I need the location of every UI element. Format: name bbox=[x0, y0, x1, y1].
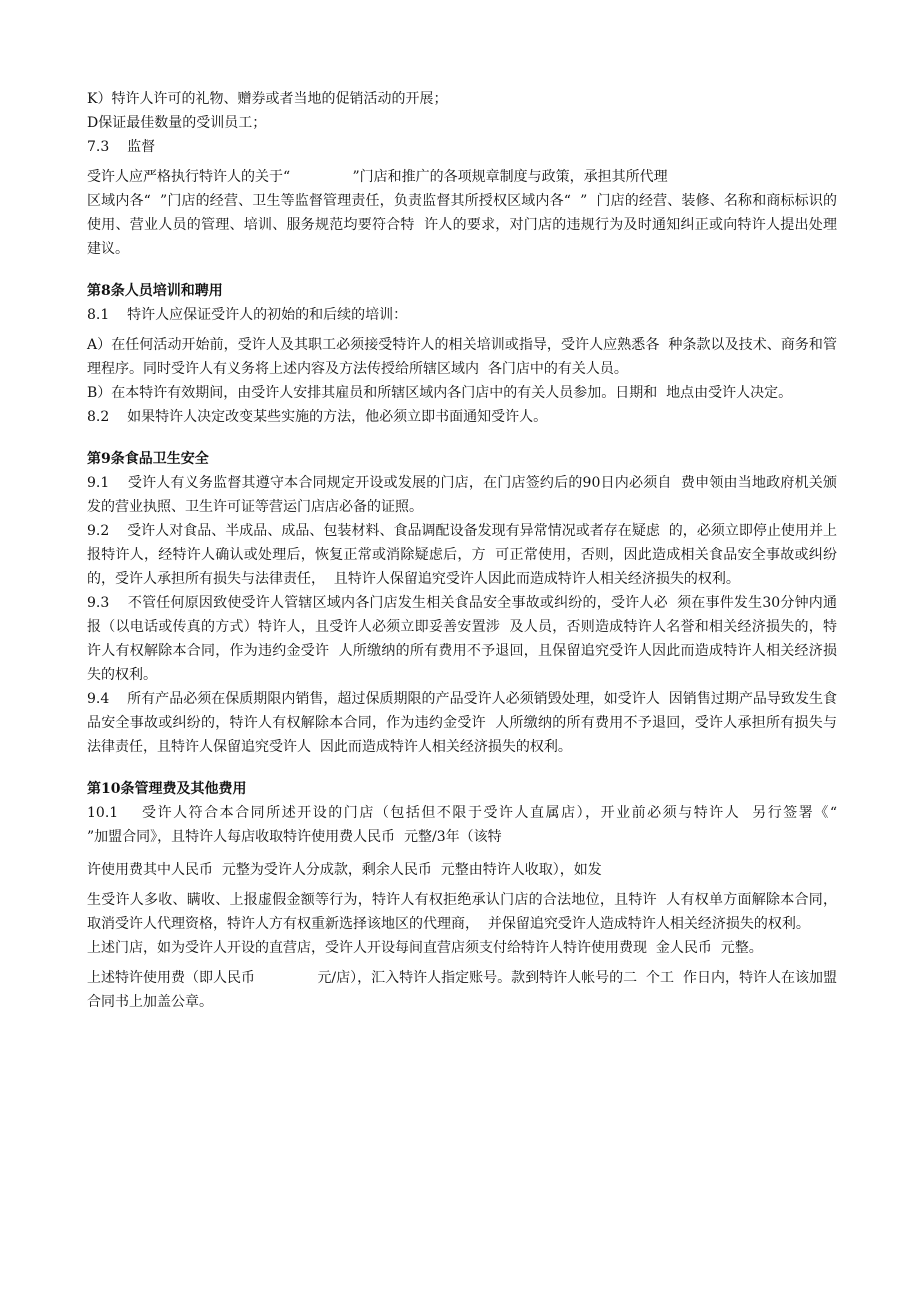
clause-k: K）特许人许可的礼物、赠券或者当地的促销活动的开展； bbox=[87, 91, 448, 107]
clause-10-1-line2: 许使用费其中人民币 元整为受许人分成款，剩余人民币 元整由特许人收取），如发 bbox=[87, 862, 602, 878]
clause-10-1-line1: 10.1 受许人符合本合同所述开设的门店（包括但不限于受许人直属店），开业前必须与特许人 另行签署《“ ”加盟合同》，且特许人每店收取特许使用费人民币 元整/3年（该特 bbox=[87, 805, 900, 845]
clause-d: D保证最佳数量的受训员工； bbox=[87, 115, 267, 131]
clause-8-1: 8.1 特许人应保证受许人的初始的和后续的培训： bbox=[87, 307, 408, 323]
document-body bbox=[87, 87, 900, 1014]
clause-10-1-rest: 生受许人多收、瞒收、上报虚假金额等行为，特许人有权拒绝承认门店的合法地位，且特许 人有权单方面解除本合同，取消受许人代理资格，特许人方有权重新选择该地区的代理商， 并保留追究受许人造成特许人相关经济损失的权利。 bbox=[87, 892, 837, 932]
clause-8-1-a: A）在任何活动开始前，受许人及其职工必须接受特许人的相关培训或指导，受许人应熟悉各 种条款以及技术、商务和管理程序。同时受许人有义务将上述内容及方法传授给所辖区域内 各门店中的有关人员。 bbox=[87, 337, 837, 377]
clause-fee-payment: 上述特许使用费（即人民币 元/店），汇入特许人指定账号。款到特许人帐号的二 个工 作日内，特许人在该加盟合同书上加盖公章。 bbox=[87, 970, 837, 1010]
clause-8-2: 8.2 如果特许人决定改变某些实施的方法，他必须立即书面通知受许人。 bbox=[87, 409, 548, 425]
section-10-heading: 第10条管理费及其他费用 bbox=[87, 781, 247, 797]
clause-9-1: 9.1 受许人有义务监督其遵守本合同规定开设或发展的门店，在门店签约后的90日内必须自 费申领由当地政府机关颁发的营业执照、卫生许可证等营运门店店必备的证照。 bbox=[87, 475, 837, 515]
clause-9-4: 9.4 所有产品必须在保质期限内销售，超过保质期限的产品受许人必须销毁处理，如受许人 因销售过期产品导致发生食品安全事故或纠纷的，特许人有权解除本合同，作为违约金受许 人所缴纳的所有费用不予退回，受许人承担所有损失与法律责任，且特许人保留追究受许人 因此而造成特许人相关经济损失的权利。 bbox=[87, 691, 837, 755]
clause-9-2: 9.2 受许人对食品、半成品、成品、包装材料、食品调配设备发现有异常情况或者存在疑虑 的，必须立即停止使用并上报特许人，经特许人确认或处理后，恢复正常或消除疑虑后，方 可正常使用，否则，因此造成相关食品安全事故或纠纷的，受许人承担所有损失与法律责任， 且特许人保留追究受许人因此而造成特许人相关经济损失的权利。 bbox=[87, 523, 837, 587]
clause-direct-store: 上述门店，如为受许人开设的直营店，受许人开设每间直营店须支付给特许人特许使用费现 金人民币 元整。 bbox=[87, 940, 763, 956]
section-9-heading: 第9条食品卫生安全 bbox=[87, 451, 209, 467]
clause-7-3-line1: 受许人应严格执行特许人的关于“ ”门店和推广的各项规章制度与政策，承担其所代理 bbox=[87, 169, 668, 185]
clause-7-3-body: 区域内各“ ”门店的经营、卫生等监督管理责任，负责监督其所授权区域内各“ ” 门店的经营、装修、名称和商标标识的使用、营业人员的管理、培训、服务规范均要符合特 许人的要求，对门店的违规行为及时通知纠正或向特许人提出处理建议。 bbox=[87, 193, 837, 257]
clause-8-1-b: B）在本特许有效期间，由受许人安排其雇员和所辖区域内各门店中的有关人员参加。日期和 地点由受许人决定。 bbox=[87, 385, 793, 401]
section-8-heading: 第8条人员培训和聘用 bbox=[87, 283, 223, 299]
clause-7-3-title: 7.3 监督 bbox=[87, 139, 156, 155]
clause-9-3: 9.3 不管任何原因致使受许人管辖区域内各门店发生相关食品安全事故或纠纷的，受许人必 须在事件发生30分钟内通报（以电话或传真的方式）特许人，且受许人必须立即妥善安置涉 及人员，否则造成特许人名誉和相关经济损失的，特许人有权解除本合同，作为违约金受许 人所缴纳的所有费用不予退回，且保留追究受许人因此而造成特许人相关经济损失的权利。 bbox=[87, 595, 837, 683]
